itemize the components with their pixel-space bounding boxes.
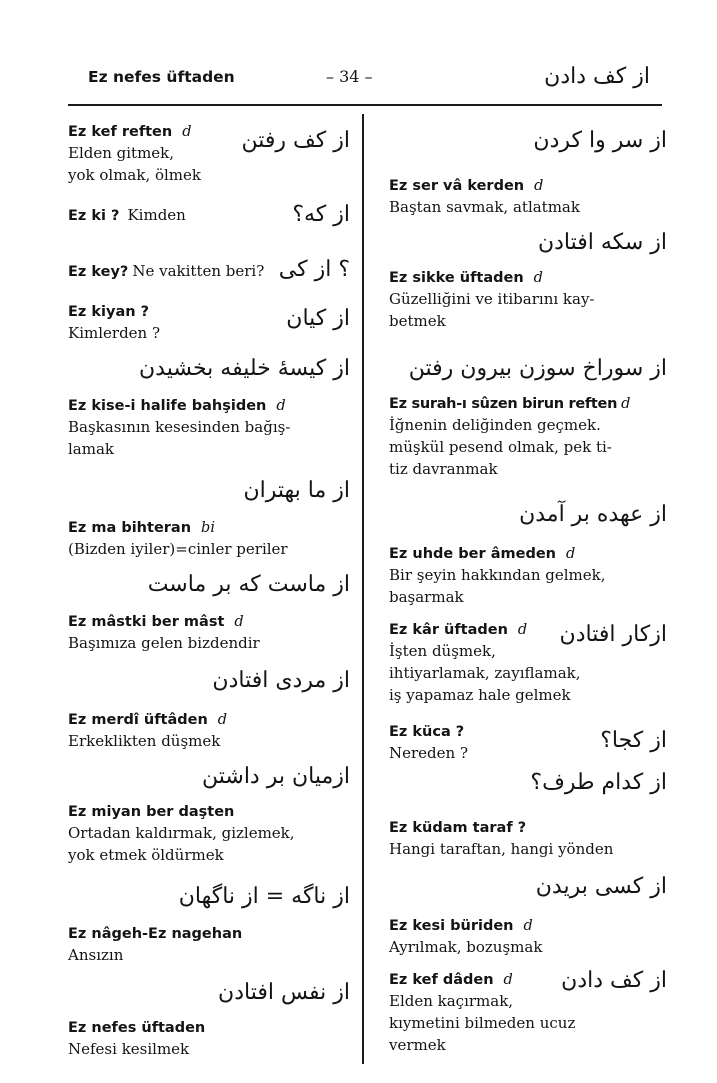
entry-pos: d: [517, 622, 528, 638]
entry-definition: Ortadan kaldırmak, gizlemek, yok etmek öldürmek: [68, 824, 295, 864]
entry-term: Ez ma bihteran: [68, 520, 192, 536]
entry-ez-surah-i-suzen-birun-reften: [389, 354, 667, 494]
entry-term: Ez küdam taraf ?: [389, 820, 527, 836]
running-head-arabic: از کف دادن: [544, 64, 650, 89]
entry-term: Ez sikke üftaden: [389, 270, 524, 286]
entry-term: Ez key?: [68, 264, 129, 280]
right-column: [389, 114, 667, 1064]
entry-term: Ez kise-i halife bahşiden: [68, 398, 267, 414]
entry-definition: Nereden ?: [389, 744, 468, 762]
entry-definition: Başımıza gelen bizdendir: [68, 634, 260, 652]
entry-arabic-heading: از مردی افتادن: [212, 668, 350, 693]
entry-definition: Kimden: [127, 206, 186, 224]
entry-arabic: از کجا؟: [600, 728, 667, 753]
entry-term: Ez merdî üftâden: [68, 712, 208, 728]
entry-pos: d: [565, 546, 576, 562]
entry-pos: d: [621, 396, 631, 412]
entry-ez-kiyan: [68, 302, 350, 348]
entry-arabic-heading: از سر وا کردن: [533, 128, 667, 153]
entry-arabic-heading: از کیسهٔ خلیفه بخشیدن: [139, 356, 350, 381]
entry-arabic-heading: از کسی بریدن: [535, 874, 667, 899]
entry-arabic-heading: از عهده بر آمدن: [519, 502, 667, 527]
entry-definition: İşten düşmek, ihtiyarlamak, zayıflamak, iş yapamaz hale gelmek: [389, 642, 581, 704]
entry-arabic-heading: از ناگه = از ناگهان: [178, 884, 350, 909]
entry-ez-kef-daden: [389, 970, 667, 1060]
entry-arabic: از کیان: [286, 306, 350, 331]
entry-definition: Ansızın: [68, 946, 124, 964]
column-divider: [362, 114, 364, 1064]
entry-arabic: ؟ از کی: [278, 257, 350, 282]
entry-definition: İğnenin deliğinden geçmek. müşkül pesend olmak, pek ti- tiz davranmak: [389, 416, 612, 478]
entry-ez-ser-va-kerden: [389, 126, 667, 226]
entry-term: Ez surah-ı sûzen birun reften: [389, 396, 618, 412]
entry-arabic-heading: ازمیان بر داشتن: [202, 764, 350, 789]
entry-ez-ma-bihteran: [68, 476, 350, 556]
entry-ez-merdi-uftaden: [68, 666, 350, 750]
entry-term: Ez nefes üftaden: [68, 1020, 206, 1036]
entry-ez-kudam-taraf: [389, 768, 667, 858]
entry-definition: Elden kaçırmak, kıymetini bilmeden ucuz vermek: [389, 992, 576, 1054]
entry-definition: Elden gitmek, yok olmak, ölmek: [68, 144, 202, 184]
entry-arabic: از کف رفتن: [241, 128, 350, 153]
entry-ez-sikke-uftaden: [389, 228, 667, 338]
entry-ez-ki: [68, 204, 350, 232]
entry-definition: Ne vakitten beri?: [132, 262, 265, 280]
entry-pos: d: [503, 972, 513, 988]
entry-definition: Ayrılmak, bozuşmak: [389, 938, 543, 956]
entry-pos: bi: [201, 520, 215, 536]
entry-definition: Bir şeyin hakkından gelmek, başarmak: [389, 566, 606, 606]
entry-ez-key: [68, 257, 350, 288]
entry-arabic-heading: از سوراخ سوزن بیرون رفتن: [408, 356, 667, 381]
entry-pos: d: [276, 398, 286, 414]
entry-definition: Güzelliğini ve itibarını kay- betmek: [389, 290, 595, 330]
entry-ez-mastki-ber-mast: [68, 570, 350, 650]
entry-arabic-heading: از ماست که بر ماست: [147, 572, 350, 597]
page-number: – 34 –: [326, 67, 373, 86]
entry-term: Ez kef reften: [68, 124, 173, 140]
entry-term: Ez mâstki ber mâst: [68, 614, 225, 630]
entry-term: Ez ki ?: [68, 208, 120, 224]
entry-ez-nefes-uftaden: [68, 978, 350, 1058]
entry-arabic: ازکار افتادن: [559, 622, 667, 647]
entry-ez-nageh-ez-nagehan: [68, 882, 350, 962]
entry-definition: (Bizden iyiler)=cinler periler: [68, 540, 288, 558]
left-column: [68, 114, 350, 1064]
entry-arabic-heading: از ما بهتران: [243, 478, 350, 503]
entry-definition: Başkasının kesesinden bağış- lamak: [68, 418, 291, 458]
header-rule: [68, 104, 662, 106]
entry-definition: Nefesi kesilmek: [68, 1040, 190, 1058]
entry-arabic: از که؟: [292, 202, 350, 227]
entry-ez-kef-reften: [68, 122, 350, 192]
entry-term: Ez kâr üftaden: [389, 622, 508, 638]
entry-ez-kise-i-halife-bahsiden: [68, 354, 350, 464]
entry-definition: Hangi taraftan, hangi yönden: [389, 840, 614, 858]
entry-pos: d: [534, 178, 544, 194]
entry-pos: d: [523, 918, 533, 934]
entry-pos: d: [533, 270, 543, 286]
entry-pos: d: [217, 712, 228, 728]
entry-term: Ez ser vâ kerden: [389, 178, 525, 194]
entry-arabic: از کف دادن: [561, 968, 667, 993]
entry-arabic-heading: از نفس افتادن: [218, 980, 350, 1005]
entry-ez-miyan-ber-dasten: [68, 762, 350, 872]
entry-term: Ez küca ?: [389, 724, 465, 740]
entry-ez-uhde-ber-ameden: [389, 500, 667, 610]
entry-definition: Erkeklikten düşmek: [68, 732, 221, 750]
running-head-title: Ez nefes üftaden: [88, 68, 235, 86]
entry-ez-kuca: [389, 722, 667, 768]
entry-term: Ez kiyan ?: [68, 304, 150, 320]
entry-term: Ez nâgeh-Ez nagehan: [68, 926, 243, 942]
entry-term: Ez miyan ber daşten: [68, 804, 235, 820]
entry-term: Ez kef dâden: [389, 972, 494, 988]
entry-arabic-heading: از سکه افتادن: [537, 230, 667, 255]
entry-arabic-heading: از کدام طرف؟: [530, 770, 667, 795]
entry-pos: d: [234, 614, 244, 630]
entry-term: Ez uhde ber âmeden: [389, 546, 556, 562]
entry-ez-kesi-buriden: [389, 872, 667, 956]
entry-pos: d: [182, 124, 192, 140]
entry-definition: Baştan savmak, atlatmak: [389, 198, 580, 216]
entry-definition: Kimlerden ?: [68, 324, 161, 342]
entry-ez-kar-uftaden: [389, 618, 667, 718]
entry-term: Ez kesi büriden: [389, 918, 514, 934]
